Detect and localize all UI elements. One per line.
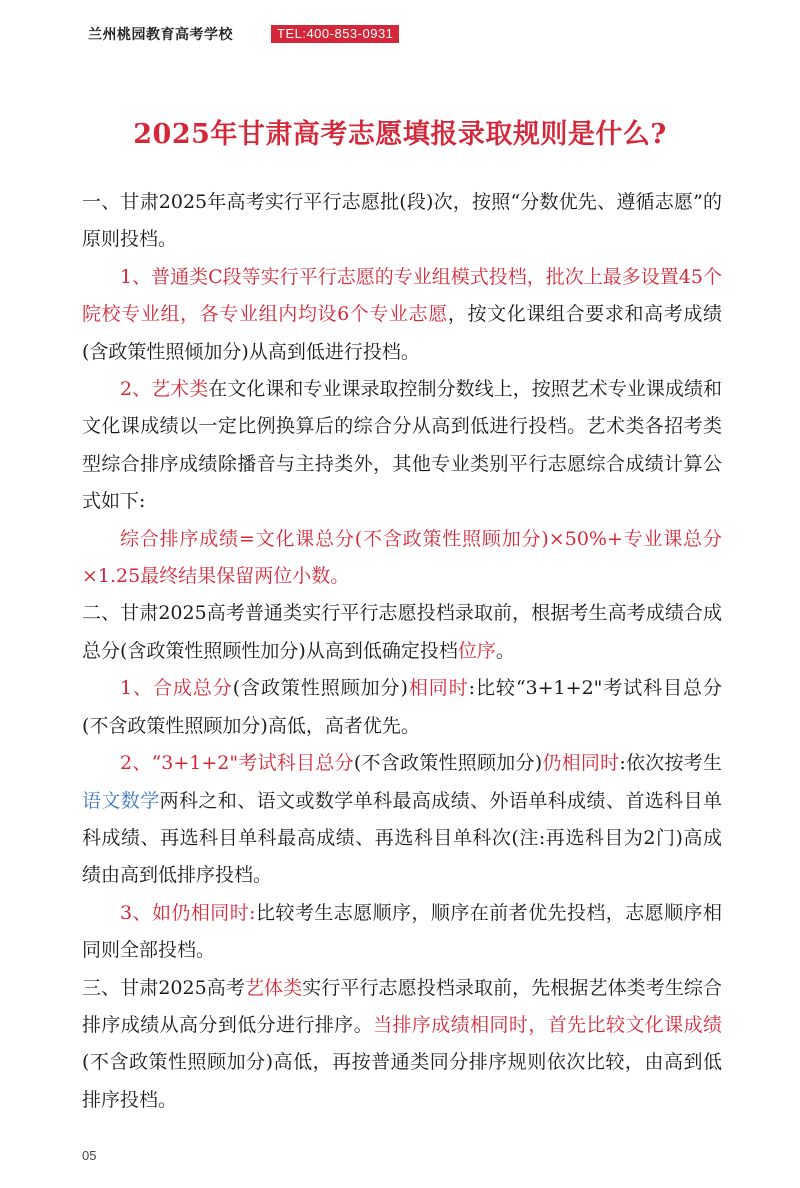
body-text: 三、甘肃2025高考 [82,976,245,999]
body-text: 比较考生志愿顺序，顺序在前者优先投档，志愿顺序相同则全部投档。 [82,901,722,962]
section-1-item-2 [82,371,722,521]
body-text: 二、甘肃2025高考普通类实行平行志愿投档录取前，根据考生高考成绩合成总分(含政策性照顾性加分)从高到低确定投档 [82,602,722,662]
body-text: :比较“3+1+2"考试科目总分(不含政策性照顾加分)高低，高者优先。 [82,677,722,737]
highlight: 相同时 [407,677,469,700]
body-text: 。 [495,639,515,662]
highlight: 位序 [457,639,496,662]
highlight: 1、普通类C段等实行平行志愿的专业组模式投档，批次上最多设置45个院校专业组，各专业组内均设6个专业志愿 [82,265,722,326]
body-text: (不含政策性照顾加分) [353,752,543,775]
formula: 综合排序成绩=文化课总分(不含政策性照顾加分)×50%+专业课总分×1.25最终结果保留两位小数。 [82,527,722,588]
highlight: 2、“3+1+2"考试科目总分 [120,752,354,775]
body-text: 在文化课和专业课录取控制分数线上，按照艺术专业课成绩和文化课成绩以一定比例换算后的综合分从高到低进行投档。艺术类各招考类型综合排序成绩除播音与主持类外，其他专业类别平行志愿综合成绩计算公式如下: [82,378,722,513]
tel-badge: TEL:400-853-0931 [271,25,399,43]
section-1-item-1 [82,259,722,371]
section-2-item-3 [82,895,722,970]
body-text: ，按文化课组合要求和高考成绩(含政策性照倾加分)从高到低进行投档。 [82,303,722,363]
highlight: 艺体类 [244,976,303,999]
highlight: 3、如仍相同时: [120,901,256,924]
section-1: 一、甘肃2025年高考实行平行志愿批(段)次，按照“分数优先、遵循志愿”的原则投档。 [82,191,722,251]
section-2-item-1 [82,670,722,745]
highlight: 仍相同时 [542,752,620,775]
section-2-item-2 [82,745,722,895]
highlight: 2、艺术类 [120,378,209,401]
page-number: 05 [82,1148,97,1163]
body-text: 实行平行志愿投档录取前，先根据艺体类考生综合排序成绩从高分到低分进行排序。 [82,976,722,1036]
body-text: 两科之和、语文或数学单科最高成绩、外语单科成绩、首选科目单科成绩、再选科目单科最高成绩、再选科目单科次(注:再选科目为2门)高成绩由高到低排序投档。 [82,789,722,887]
page-title: 2025年甘肃高考志愿填报录取规则是什么? [133,119,667,150]
section-2 [82,595,722,670]
body-text: (不含政策性照顾加分)高低，再按普通类同分排序规则依次比较，由高到低排序投档。 [82,1051,722,1111]
page-header [88,24,399,44]
blue-highlight: 语文数学 [82,789,160,812]
highlight: 当排序成绩相同时，首先比较文化课成绩 [373,1013,722,1036]
school-name: 兰州桃园教育高考学校 [88,27,233,43]
highlight: 1、合成总分 [120,677,233,700]
body-text: :依次按考生 [619,752,723,775]
section-3 [82,970,722,1120]
body-text: (含政策性照顾加分) [232,677,408,700]
article-body [82,184,722,1119]
